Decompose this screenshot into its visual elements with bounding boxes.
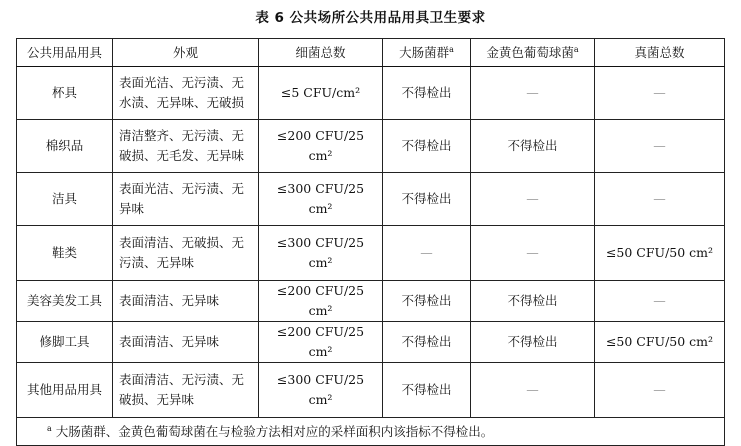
header-coliform: 大肠菌群$^a$ <box>383 39 471 67</box>
coliform-cell: 不得检出 <box>383 120 471 173</box>
hygiene-requirements-table <box>16 38 725 446</box>
footnote-mark: a <box>573 44 579 54</box>
fungi-cell: ≤50 CFU/50 cm² <box>595 226 725 281</box>
header-row <box>17 39 725 67</box>
item-cell: 洁具 <box>17 173 113 226</box>
header-staph-aureus: 金黄色葡萄球菌$^a$ <box>471 39 595 67</box>
bacteria-cell: ≤300 CFU/25 cm² <box>259 226 383 281</box>
staph-cell: — <box>471 363 595 418</box>
fungi-cell: — <box>595 120 725 173</box>
coliform-cell: 不得检出 <box>383 67 471 120</box>
appearance-cell: 表面清洁、无异味 <box>113 322 259 363</box>
footnote-mark: a <box>449 44 454 54</box>
fungi-cell: — <box>595 67 725 120</box>
bacteria-cell: ≤300 CFU/25 cm² <box>259 363 383 418</box>
table-row <box>17 281 725 322</box>
staph-cell: — <box>471 226 595 281</box>
appearance-cell: 清洁整齐、无污渍、无破损、无毛发、无异味 <box>113 120 259 173</box>
footnote-mark: a <box>47 423 52 433</box>
header-total-fungi: 真菌总数 <box>595 39 725 67</box>
table-row <box>17 120 725 173</box>
bacteria-cell: ≤200 CFU/25 cm² <box>259 322 383 363</box>
item-cell: 棉织品 <box>17 120 113 173</box>
table-row <box>17 173 725 226</box>
table-row <box>17 322 725 363</box>
appearance-cell: 表面清洁、无污渍、无破损、无异味 <box>113 363 259 418</box>
staph-cell: — <box>471 173 595 226</box>
item-cell: 修脚工具 <box>17 322 113 363</box>
coliform-cell: 不得检出 <box>383 281 471 322</box>
coliform-cell: 不得检出 <box>383 322 471 363</box>
header-total-bacteria: 细菌总数 <box>259 39 383 67</box>
item-cell: 杯具 <box>17 67 113 120</box>
fungi-cell: — <box>595 173 725 226</box>
staph-cell: — <box>471 67 595 120</box>
table-row <box>17 363 725 418</box>
staph-cell: 不得检出 <box>471 281 595 322</box>
fungi-cell: — <box>595 281 725 322</box>
appearance-cell: 表面光洁、无污渍、无水渍、无异味、无破损 <box>113 67 259 120</box>
appearance-cell: 表面清洁、无异味 <box>113 281 259 322</box>
bacteria-cell: ≤300 CFU/25 cm² <box>259 173 383 226</box>
staph-cell: 不得检出 <box>471 120 595 173</box>
appearance-cell: 表面清洁、无破损、无污渍、无异味 <box>113 226 259 281</box>
item-cell: 其他用品用具 <box>17 363 113 418</box>
bacteria-cell: ≤200 CFU/25 cm² <box>259 120 383 173</box>
table-row <box>17 226 725 281</box>
footnote-row <box>17 418 725 446</box>
footnote-text: 大肠菌群、金黄色葡萄球菌在与检验方法相对应的采样面积内该指标不得检出。 <box>55 423 494 439</box>
fungi-cell: — <box>595 363 725 418</box>
bacteria-cell: ≤5 CFU/cm² <box>259 67 383 120</box>
staph-cell: 不得检出 <box>471 322 595 363</box>
item-cell: 美容美发工具 <box>17 281 113 322</box>
table-row <box>17 67 725 120</box>
appearance-cell: 表面光洁、无污渍、无异味 <box>113 173 259 226</box>
item-cell: 鞋类 <box>17 226 113 281</box>
coliform-cell: — <box>383 226 471 281</box>
coliform-cell: 不得检出 <box>383 173 471 226</box>
header-appearance: 外观 <box>113 39 259 67</box>
coliform-cell: 不得检出 <box>383 363 471 418</box>
footnote <box>17 418 725 446</box>
bacteria-cell: ≤200 CFU/25 cm² <box>259 281 383 322</box>
table-title: 表 6 公共场所公共用品用具卫生要求 <box>255 10 486 26</box>
fungi-cell: ≤50 CFU/50 cm² <box>595 322 725 363</box>
header-item: 公共用品用具 <box>17 39 113 67</box>
